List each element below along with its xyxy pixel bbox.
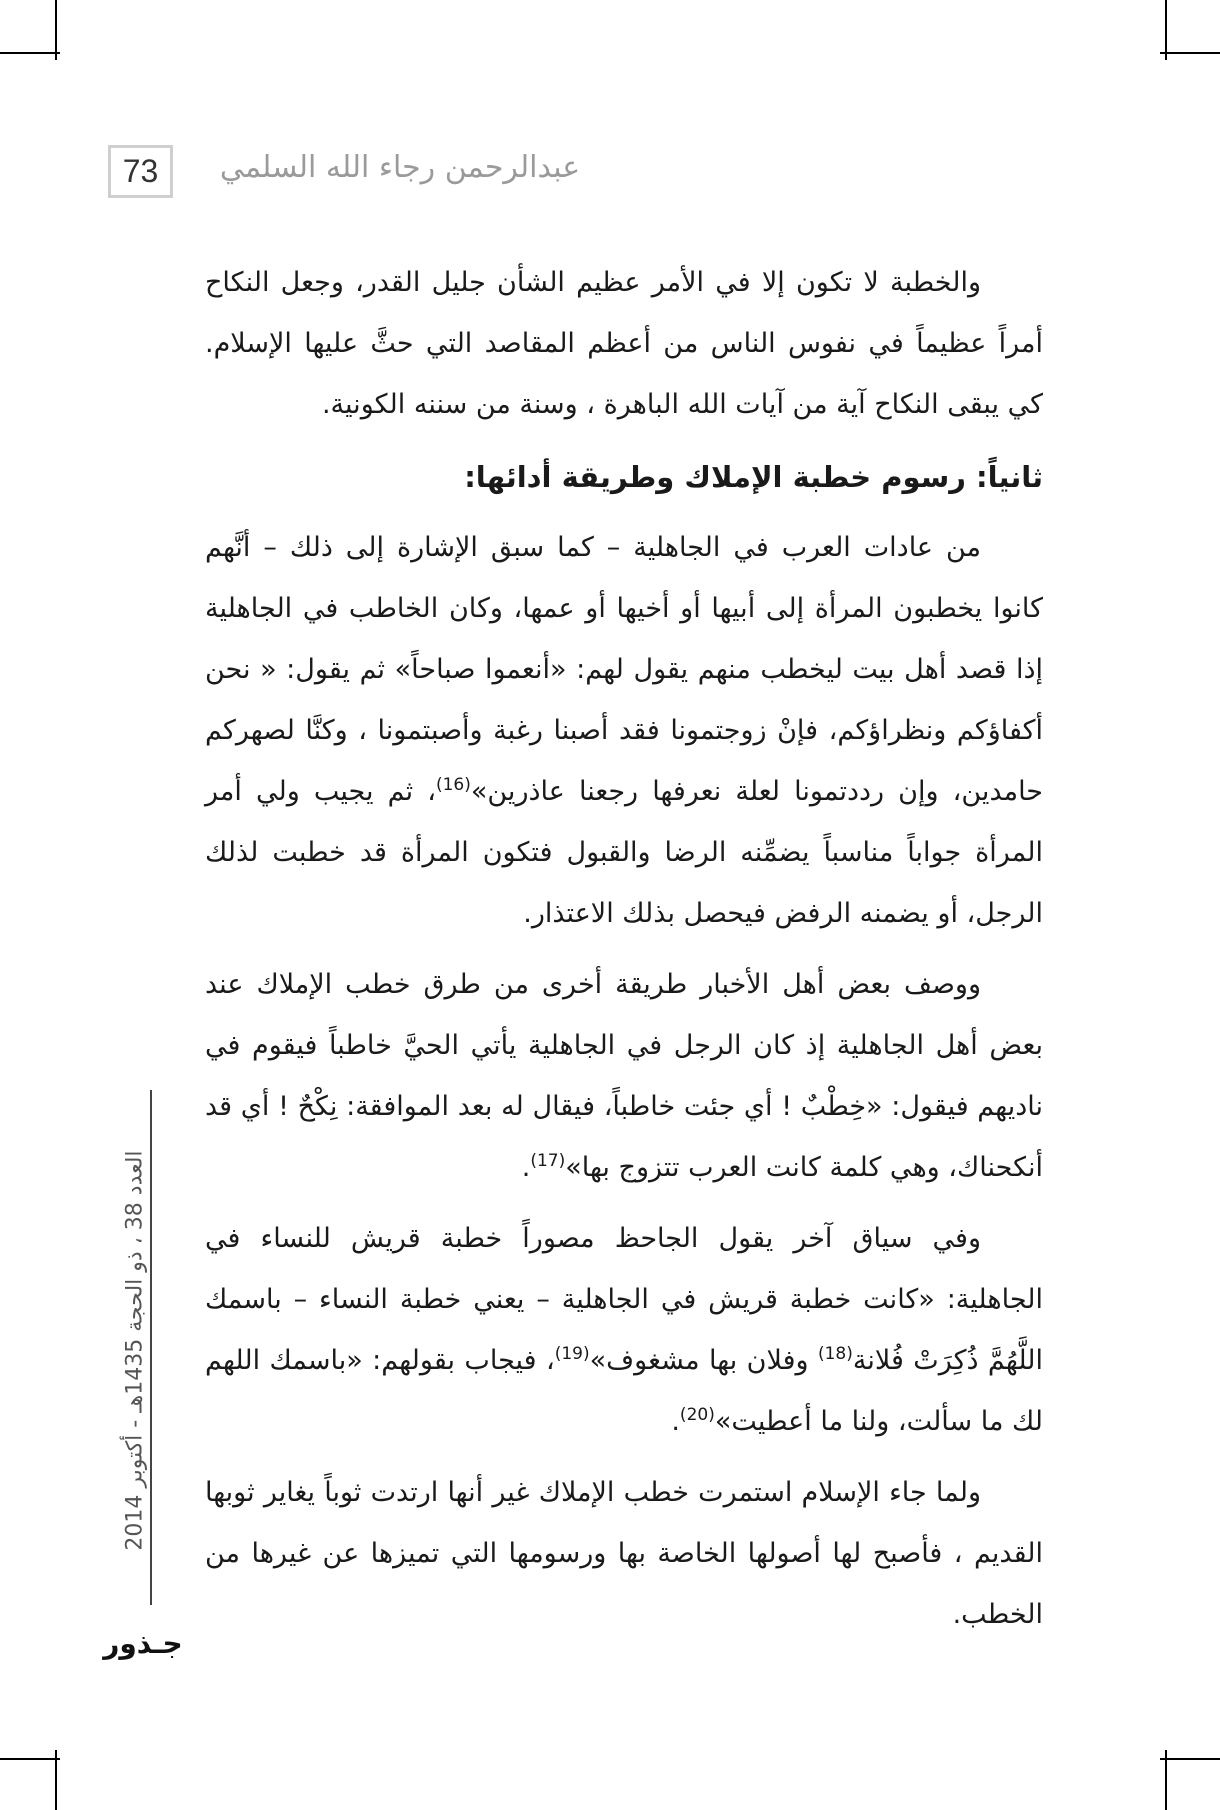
- issue-info-strip: [105, 1085, 165, 1615]
- footnote-ref-17[interactable]: (17): [530, 1151, 566, 1171]
- crop-mark: [1160, 52, 1220, 54]
- footnote-ref-19[interactable]: (19): [554, 1344, 590, 1364]
- paragraph-3-tail: .: [521, 1152, 531, 1183]
- paragraph-2-tail: ، ثم يجيب ولي أمر المرأة جواباً مناسباً يضمِّنه الرضا والقبول فتكون المرأة قد خطبت لذلك الرجل، أو يضمنه الرفض فيحصل بذلك الاعتذار.: [205, 776, 1043, 929]
- paragraph-4-text-1: وفي سياق آخر يقول الجاحظ مصوراً خطبة قريش للنساء في الجاهلية: «كانت خطبة قريش في الجاهلية – يعني خطبة النساء – باسمك اللَّهُمَّ ذُكِرَتْ فُلانة: [205, 1223, 1043, 1376]
- crop-mark: [0, 52, 60, 54]
- paragraph-2-text: من عادات العرب في الجاهلية – كما سبق الإشارة إلى ذلك – أنَّهم كانوا يخطبون المرأة إلى أبيها أو أخيها أو عمها، وكان الخاطب في الجاهلية إذا قصد أهل بيت ليخطب منهم يقول لهم: «أنعموا صباحاً» ثم يقول: « نحن أكفاؤكم ونظراؤكم، فإنْ زوجتمونا فقد أصبنا رغبة وأصبتمونا ، وكنَّا لصهركم حامدين، وإن رددتمونا لعلة نعرفها رجعنا عاذرين»: [205, 532, 1043, 807]
- paragraph-4: [205, 1208, 1043, 1452]
- page-number: [108, 145, 173, 198]
- paragraph-1: والخطبة لا تكون إلا في الأمر عظيم الشأن جليل القدر، وجعل النكاح أمراً عظيماً في نفوس الناس من أعظم المقاصد التي حثَّ عليها الإسلام. كي يبقى النكاح آية من آيات الله الباهرة ، وسنة من سننه الكونية.: [205, 267, 1043, 420]
- footnote-ref-16[interactable]: (16): [435, 775, 471, 795]
- side-divider: [150, 1090, 152, 1605]
- footnote-ref-20[interactable]: (20): [679, 1405, 715, 1425]
- crop-mark: [55, 0, 57, 60]
- journal-logo: جـذور: [103, 1626, 183, 1660]
- paragraph-5: ولما جاء الإسلام استمرت خطب الإملاك غير أنها ارتدت ثوباً يغاير ثوبها القديم ، فأصبح لها أصولها الخاصة بها ورسومها التي تميزها عن غيرها من الخطب.: [205, 1477, 1043, 1630]
- paragraph-3-text: ووصف بعض أهل الأخبار طريقة أخرى من طرق خطب الإملاك عند بعض أهل الجاهلية إذ كان الرجل في الجاهلية يأتي الحيَّ خاطباً فيقوم في ناديهم فيقول: «خِطْبٌ ! أي جئت خاطباً، فيقال له بعد الموافقة: نِكْحٌ ! أي قد أنكحناك، وهي كلمة كانت العرب تتزوج بها»: [205, 969, 1043, 1183]
- crop-mark: [1160, 1758, 1220, 1760]
- paragraph-3: [205, 954, 1043, 1198]
- issue-info: العدد 38 ، ذو الحجة 1435هـ - أكتوبر 2014: [122, 1149, 148, 1551]
- paragraph-4-tail: .: [671, 1406, 680, 1437]
- paragraph-2: [205, 517, 1043, 944]
- crop-mark: [0, 1758, 60, 1760]
- crop-mark: [1165, 0, 1167, 60]
- paragraph-4-text-3: ، فيجاب بقولهم: «باسمك اللهم لك ما سألت، ولنا ما أعطيت»: [205, 1345, 1043, 1437]
- article-body: [205, 252, 1043, 1655]
- paragraph-4-text-2: وفلان بها مشغوف»: [589, 1345, 818, 1376]
- footnote-ref-18[interactable]: (18): [817, 1344, 853, 1364]
- page-number-text: 73: [122, 153, 159, 189]
- section-heading: ثانياً: رسوم خطبة الإملاك وطريقة أدائها:: [464, 460, 1043, 494]
- running-head-author: عبدالرحمن رجاء الله السلمي: [219, 150, 581, 185]
